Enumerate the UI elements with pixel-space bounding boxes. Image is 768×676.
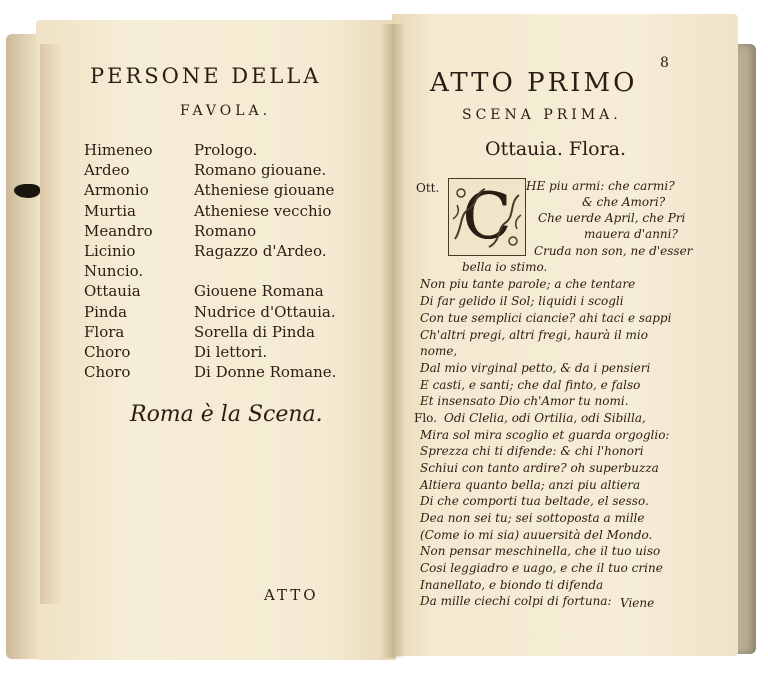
character-name: Nuncio. bbox=[84, 262, 144, 281]
verse-line: Cruda non son, ne d'esser bbox=[534, 244, 693, 258]
cast-row bbox=[84, 160, 364, 180]
verse-line: Non piu tante parole; a che tentare bbox=[420, 277, 636, 291]
verse-line: & che Amori? bbox=[582, 195, 666, 209]
scene-location-note: Roma è la Scena. bbox=[130, 402, 323, 427]
verse-line: bella io stimo. bbox=[462, 260, 548, 274]
paper-stain bbox=[40, 44, 64, 604]
character-role: Sorella di Pinda bbox=[194, 322, 315, 341]
character-role: Prologo. bbox=[194, 141, 258, 159]
verse-line: Mira sol mira scoglio et guarda orgoglio: bbox=[420, 428, 670, 442]
book-gutter bbox=[380, 24, 406, 658]
cast-row bbox=[84, 221, 364, 241]
drop-cap-letter: C bbox=[462, 180, 512, 254]
verse-line: Non pensar meschinella, che il tuo uiso bbox=[420, 544, 661, 558]
verse-line: Cosi leggiadro e uago, e che il tuo crine bbox=[420, 561, 663, 575]
character-role: Di lettori. bbox=[194, 343, 268, 362]
ink-blot bbox=[14, 184, 40, 198]
page-number: 8 bbox=[660, 55, 669, 71]
verse-line: Ch'altri pregi, altri fregi, haurà il mio bbox=[420, 328, 648, 342]
verse-line: mauera d'anni? bbox=[584, 227, 678, 241]
character-name: Murtia bbox=[84, 201, 136, 220]
verse-line: Dea non sei tu; sei sottoposta a mille bbox=[420, 511, 645, 525]
character-name: Choro bbox=[84, 363, 131, 382]
character-role: Romano giouane. bbox=[194, 161, 327, 180]
character-role: Nudrice d'Ottauia. bbox=[194, 302, 336, 321]
cast-list bbox=[84, 140, 364, 382]
act-title: ATTO PRIMO bbox=[430, 68, 638, 98]
initial-ornament-icon bbox=[449, 179, 525, 255]
verse-line: Di che comporti tua beltade, el sesso. bbox=[420, 494, 649, 508]
verse-line: Con tue semplici ciancie? ahi taci e sappi bbox=[420, 311, 672, 325]
cast-row bbox=[84, 261, 364, 281]
cast-row bbox=[84, 342, 364, 362]
verse-line: nome, bbox=[420, 344, 458, 358]
cast-row bbox=[84, 140, 364, 160]
character-name: Pinda bbox=[84, 302, 128, 321]
character-name: Licinio bbox=[84, 242, 136, 261]
decorated-initial bbox=[448, 178, 526, 256]
character-role: Atheniese giouane bbox=[194, 181, 335, 200]
verse-line: (Come io mi sia) auuersità del Mondo. bbox=[420, 528, 653, 542]
cast-row bbox=[84, 362, 364, 382]
verse-line: Inanellato, e biondo ti difenda bbox=[420, 578, 604, 592]
cast-row bbox=[84, 201, 364, 221]
character-name: Choro bbox=[84, 343, 131, 362]
cast-row bbox=[84, 302, 364, 322]
character-role bbox=[194, 261, 364, 281]
character-name: Flora bbox=[84, 322, 125, 341]
cast-row bbox=[84, 322, 364, 342]
speaker-label: Ott. bbox=[416, 181, 440, 195]
verse-line: Schiui con tanto ardire? oh superbuzza bbox=[420, 461, 659, 475]
scene-title: SCENA PRIMA. bbox=[462, 107, 622, 123]
right-catchword: Viene bbox=[620, 596, 655, 610]
character-role: Ragazzo d'Ardeo. bbox=[194, 242, 327, 261]
verse-line: Sprezza chi ti difende: & chi l'honori bbox=[420, 444, 644, 458]
character-name: Meandro bbox=[84, 221, 153, 240]
verse-line: Et insensato Dio ch'Amor tu nomi. bbox=[420, 394, 629, 408]
left-catchword: ATTO bbox=[264, 586, 319, 604]
verse-line: Da mille ciechi colpi di fortuna: bbox=[420, 594, 612, 608]
character-name: Ottauia bbox=[84, 282, 141, 301]
verse-line: Odi Clelia, odi Ortilia, odi Sibilla, bbox=[444, 411, 646, 425]
character-role: Atheniese vecchio bbox=[194, 201, 332, 220]
verse-line: HE piu armi: che carmi? bbox=[526, 179, 675, 193]
cast-row bbox=[84, 241, 364, 261]
cast-row bbox=[84, 180, 364, 200]
character-role: Romano bbox=[194, 221, 257, 240]
cast-list-title: PERSONE DELLA bbox=[90, 64, 322, 88]
character-name: Himeneo bbox=[84, 141, 153, 159]
character-name: Armonio bbox=[84, 181, 149, 200]
cast-list-subtitle: FAVOLA. bbox=[180, 103, 272, 119]
scene-characters-heading: Ottauia. Flora. bbox=[485, 138, 627, 160]
cast-row bbox=[84, 281, 364, 301]
verse-line: Dal mio virginal petto, & da i pensieri bbox=[420, 361, 651, 375]
verse-line: Che uerde April, che Pri bbox=[538, 211, 686, 225]
character-role: Di Donne Romane. bbox=[194, 363, 337, 382]
speaker-label: Flo. bbox=[414, 411, 437, 425]
character-name: Ardeo bbox=[84, 161, 130, 180]
verse-line: Altiera quanto bella; anzi piu altiera bbox=[420, 478, 641, 492]
character-role: Giouene Romana bbox=[194, 282, 324, 301]
verse-line: Di far gelido il Sol; liquidi i scogli bbox=[420, 294, 624, 308]
verse-line: E casti, e santi; che dal finto, e falso bbox=[420, 378, 641, 392]
